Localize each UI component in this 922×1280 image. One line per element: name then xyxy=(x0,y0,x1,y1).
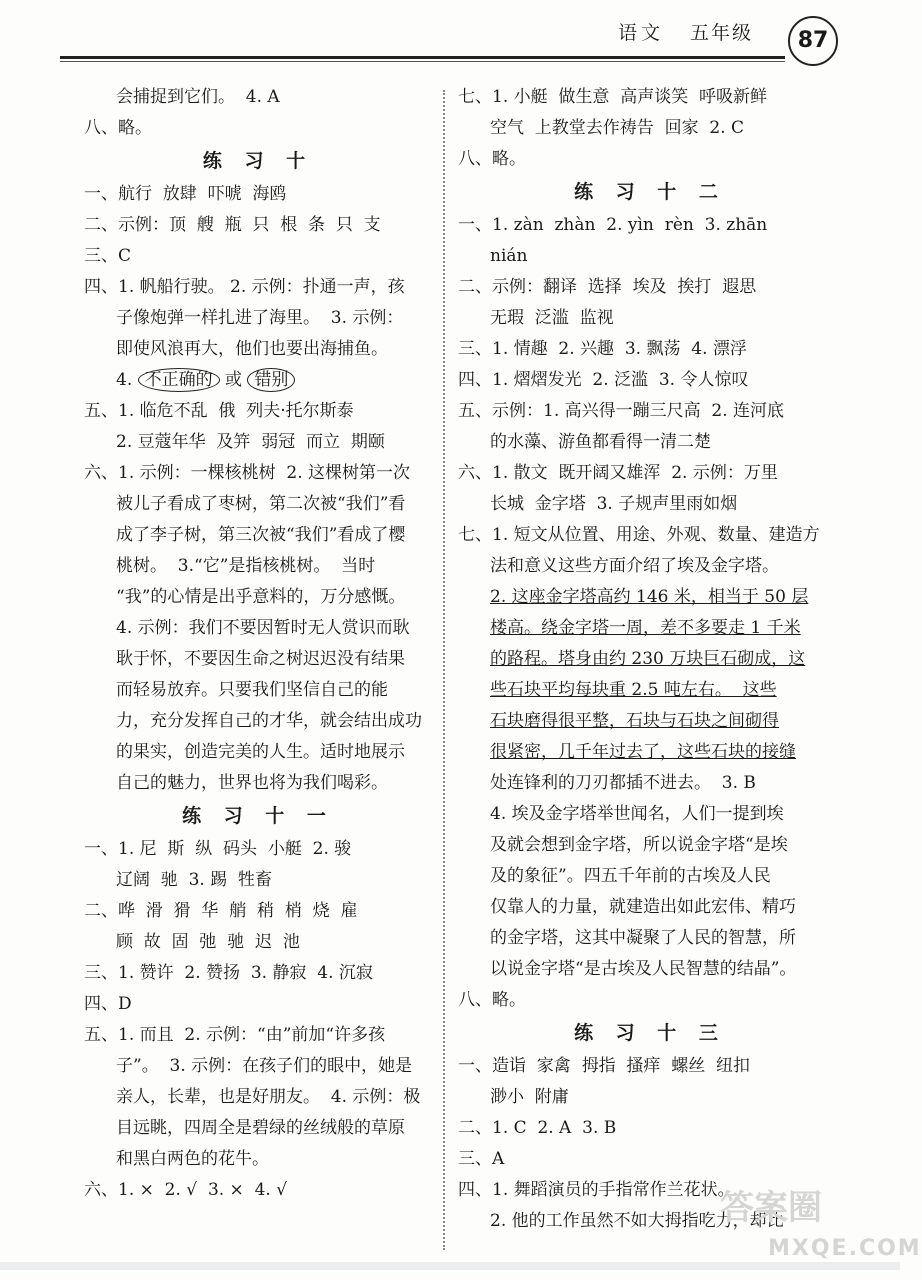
answer-line: 的果实，创造完美的人生。适时地展示 xyxy=(116,742,405,762)
answer-line: 及的象征”。四五千年前的古埃及人民 xyxy=(490,866,771,886)
header-rule xyxy=(60,56,785,59)
answer-line: 法和意义这些方面介绍了埃及金字塔。 xyxy=(490,556,779,576)
answer-line: 的水藻、游鱼都看得一清二楚 xyxy=(490,432,711,452)
answer-line: 三、C xyxy=(84,246,132,266)
header-rule-thin xyxy=(60,61,785,62)
answer-line: 自己的魅力，世界也将为我们喝彩。 xyxy=(116,773,388,793)
answer-line: 亲人，长辈，也是好朋友。 4. 示例：极 xyxy=(116,1087,421,1107)
answer-line: 些石块平均每块重 2.5 吨左右。 这些 xyxy=(490,680,777,700)
answer-line: nián xyxy=(490,246,528,266)
answer-line: 和黑白两色的花牛。 xyxy=(116,1149,269,1169)
answer-line: 以说金字塔“是古埃及人民智慧的结晶”。 xyxy=(490,959,797,979)
page-header xyxy=(0,0,900,70)
answer-line: 五、1. 临危不乱 俄 列夫·托尔斯泰 xyxy=(84,401,354,421)
right-column xyxy=(458,82,842,1237)
answer-line: 桃树。 3.“它”是指核桃树。 当时 xyxy=(116,556,376,576)
answer-line: 会捕捉到它们。 4. A xyxy=(116,87,280,107)
answer-line: 四、D xyxy=(84,994,132,1014)
answer-line: 空气 上教堂去作祷告 回家 2. C xyxy=(490,118,745,138)
circle-connector: 或 xyxy=(219,370,248,390)
answer-line: 2. 他的工作虽然不如大拇指吃力，却比 xyxy=(490,1211,784,1231)
answer-line: 七、1. 小艇 做生意 高声谈笑 呼吸新鲜 xyxy=(458,87,768,107)
circle-prefix: 4. xyxy=(116,370,138,390)
answer-line: 及就会想到金字塔，所以说金字塔“是埃 xyxy=(490,835,788,855)
answer-line: 二、哗 滑 猾 华 艄 稍 梢 烧 雇 xyxy=(84,901,358,921)
answer-line: 无瑕 泛滥 监视 xyxy=(490,308,614,328)
answer-line: 子像炮弹一样扎进了海里。 3. 示例： xyxy=(116,308,404,328)
answer-line: 七、1. 短文从位置、用途、外观、数量、建造方 xyxy=(458,525,820,545)
answer-line: 三、1. 情趣 2. 兴趣 3. 飘荡 4. 漂浮 xyxy=(458,339,747,359)
answer-line: 被儿子看成了枣树，第二次被“我们”看 xyxy=(116,494,406,514)
answer-line: 四、1. 熠熠发光 2. 泛滥 3. 令人惊叹 xyxy=(458,370,749,390)
answer-line: 子”。 3. 示例：在孩子们的眼中，她是 xyxy=(116,1056,413,1076)
answer-line: 八、略。 xyxy=(458,149,526,169)
answer-line: 很紧密，几千年过去了，这些石块的接缝 xyxy=(490,742,796,762)
column-divider xyxy=(443,90,445,1250)
page-number: 87 xyxy=(788,16,838,66)
answer-line: 六、1. 示例：一棵核桃树 2. 这棵树第一次 xyxy=(84,463,411,483)
answer-line: “我”的心情是出乎意料的，万分感慨。 xyxy=(116,587,406,607)
answer-line: 即使风浪再大，他们也要出海捕鱼。 xyxy=(116,339,388,359)
answer-line: 六、1. 散文 既开阔又雄浑 2. 示例：万里 xyxy=(458,463,778,483)
answer-line: 二、示例：翻译 选择 埃及 挨打 遐思 xyxy=(458,277,757,297)
circled-word: 不正确的 xyxy=(138,368,220,392)
answer-line: 目远眺，四周全是碧绿的丝绒般的草原 xyxy=(116,1118,405,1138)
answer-line: 六、1. × 2. √ 3. × 4. √ xyxy=(84,1180,288,1200)
answer-line: 三、A xyxy=(458,1149,505,1169)
answer-line: 二、1. C 2. A 3. B xyxy=(458,1118,617,1138)
answer-line: 八、略。 xyxy=(84,118,152,138)
answer-line: 渺小 附庸 xyxy=(490,1087,569,1107)
answer-line: 顾 故 固 弛 驰 迟 池 xyxy=(116,932,300,952)
section-title: 练 习 十 xyxy=(202,150,314,172)
answer-line: 长城 金字塔 3. 子规声里雨如烟 xyxy=(490,494,738,514)
answer-line: 五、1. 而且 2. 示例：“由”前加“许多孩 xyxy=(84,1025,386,1045)
answer-line: 而轻易放弃。只要我们坚信自己的能 xyxy=(116,680,388,700)
answer-line: 处连锋利的刀刃都插不进去。 3. B xyxy=(490,773,756,793)
answer-line: 一、1. zàn zhàn 2. yìn rèn 3. zhān xyxy=(458,215,768,235)
section-title: 练 习 十 一 xyxy=(182,805,334,827)
answer-line: 三、1. 赞许 2. 赞扬 3. 静寂 4. 沉寂 xyxy=(84,963,373,983)
answer-line: 力，充分发挥自己的才华，就会结出成功 xyxy=(116,711,422,731)
watermark-site: MXQE.COM xyxy=(768,1236,922,1261)
left-column xyxy=(84,82,432,1206)
answer-line: 楼高。绕金字塔一周，差不多要走 1 千米 xyxy=(490,618,801,638)
answer-line: 4. 示例：我们不要因暂时无人赏识而耿 xyxy=(116,618,410,638)
subject-label: 语文 xyxy=(618,22,665,44)
answer-line: 四、1. 帆船行驶。 2. 示例：扑通一声，孩 xyxy=(84,277,405,297)
answer-line: 石块磨得很平整，石块与石块之间砌得 xyxy=(490,711,779,731)
answer-line: 辽阔 驰 3. 踢 牲畜 xyxy=(116,870,273,890)
answer-line: 2. 这座金字塔高约 146 米，相当于 50 层 xyxy=(490,587,809,607)
section-title: 练 习 十 三 xyxy=(574,1022,726,1044)
answer-line: 二、示例：顶 艘 瓶 只 根 条 只 支 xyxy=(84,215,381,235)
section-title: 练 习 十 二 xyxy=(574,181,726,203)
answer-line: 一、1. 尼 斯 纵 码头 小艇 2. 骏 xyxy=(84,839,352,859)
answer-line: 五、示例：1. 高兴得一蹦三尺高 2. 连河底 xyxy=(458,401,785,421)
answer-line: 耿于怀，不要因生命之树迟迟没有结果 xyxy=(116,649,405,669)
footer-strip xyxy=(0,1262,900,1270)
watermark-logo: 答案圈 xyxy=(720,1188,822,1228)
answer-line: 仅靠人的力量，就建造出如此宏伟、精巧 xyxy=(490,897,796,917)
answer-line: 的金字塔，这其中凝聚了人民的智慧，所 xyxy=(490,928,796,948)
answer-line: 一、航行 放肆 吓唬 海鸥 xyxy=(84,184,287,204)
answer-line: 的路程。塔身由约 230 万块巨石砌成，这 xyxy=(490,649,806,669)
answer-line: 四、1. 舞蹈演员的手指常作兰花状。 xyxy=(458,1180,735,1200)
circled-word: 错别 xyxy=(247,368,295,392)
circled-answer-line xyxy=(84,365,432,396)
answer-line: 2. 豆蔻年华 及笄 弱冠 而立 期颐 xyxy=(116,432,385,452)
answer-line: 4. 埃及金字塔举世闻名，人们一提到埃 xyxy=(490,804,784,824)
answer-line: 一、造诣 家禽 拇指 搔痒 螺丝 纽扣 xyxy=(458,1056,751,1076)
grade-label: 五年级 xyxy=(690,22,754,44)
answer-line: 八、略。 xyxy=(458,990,526,1010)
answer-line: 成了李子树，第三次被“我们”看成了樱 xyxy=(116,525,406,545)
